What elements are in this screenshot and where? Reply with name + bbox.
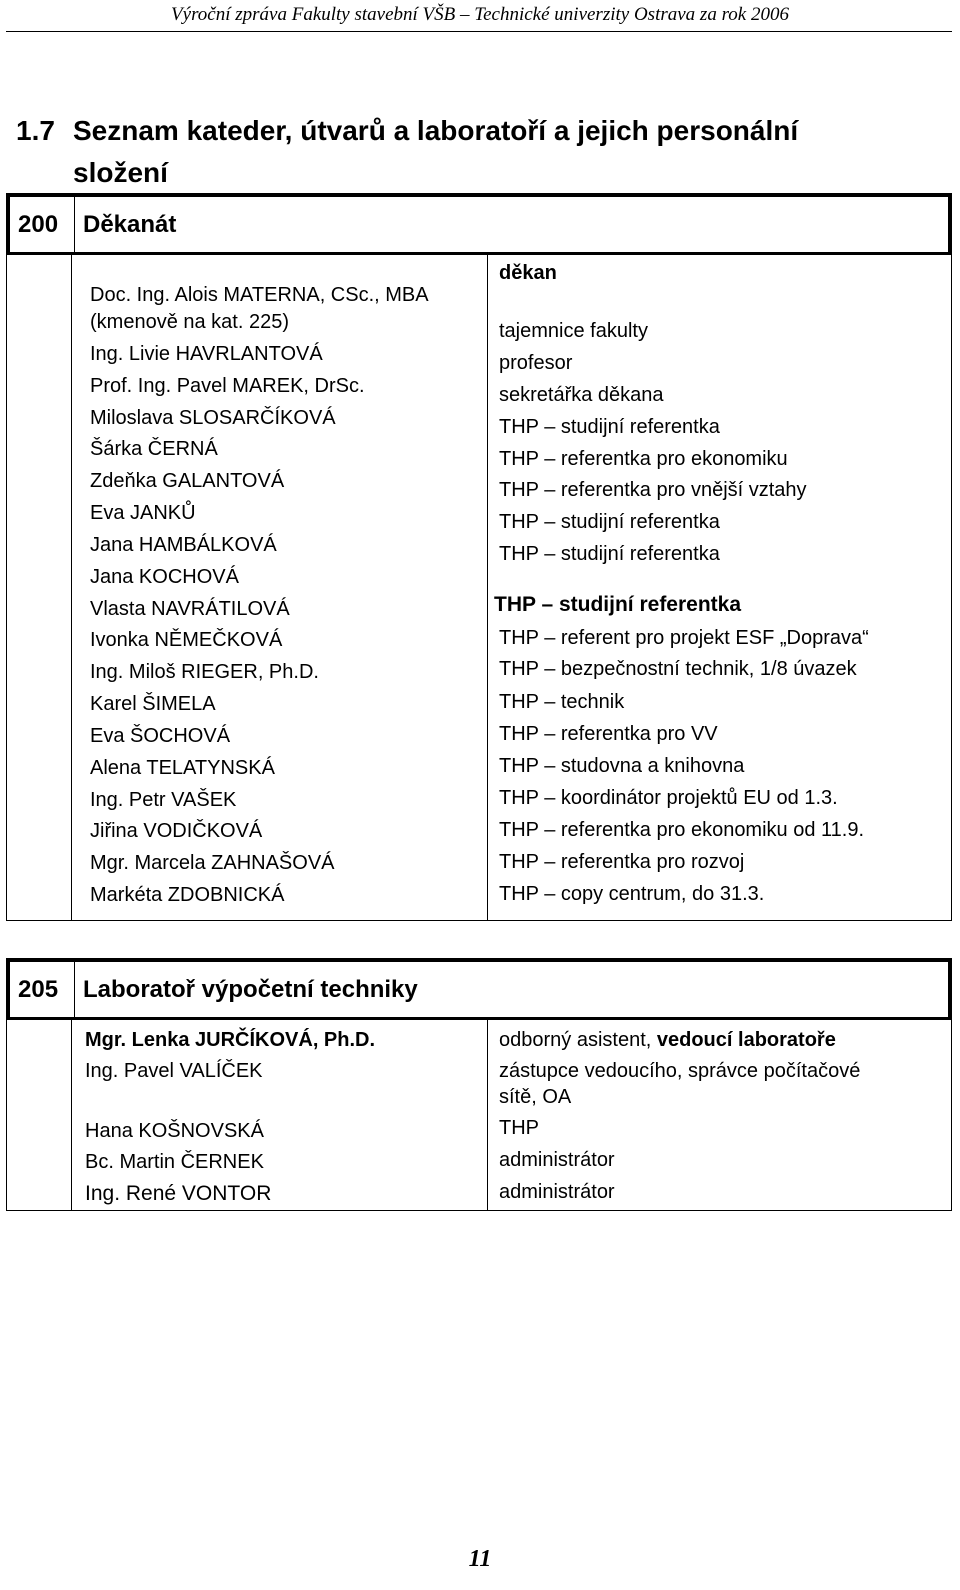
person-name: Bc. Martin ČERNEK [85, 1151, 264, 1173]
person-name: Vlasta NAVRÁTILOVÁ [90, 598, 290, 620]
role: profesor [499, 352, 573, 374]
role [499, 1027, 836, 1053]
role: administrátor [499, 1181, 615, 1203]
role-emphasis: vedoucí laboratoře [656, 1029, 836, 1051]
role: THP – studijní referentka [499, 543, 720, 565]
roles-column [489, 1020, 951, 1210]
person-name: Doc. Ing. Alois MATERNA, CSc., MBA [90, 284, 429, 306]
role: THP – koordinátor projektů EU od 1.3. [499, 787, 838, 809]
role: THP – referentka pro vnější vztahy [499, 479, 807, 501]
role: THP – studijní referentka [494, 593, 742, 616]
role: THP – studijní referentka [499, 416, 720, 438]
names-column [71, 1020, 488, 1210]
person-name: Jiřina VODIČKOVÁ [90, 820, 263, 842]
person-name: Ing. Miloš RIEGER, Ph.D. [90, 661, 319, 683]
person-name: Ing. Livie HAVRLANTOVÁ [90, 343, 323, 365]
person-name: Markéta ZDOBNICKÁ [90, 884, 285, 906]
person-name: Ing. Petr VAŠEK [90, 789, 237, 811]
person-name: Hana KOŠNOVSKÁ [85, 1120, 264, 1142]
person-name: Eva ŠOCHOVÁ [90, 725, 231, 747]
section-code: 200 [18, 210, 59, 238]
person-name: Ing. René VONTOR [85, 1182, 272, 1205]
person-name: (kmenově na kat. 225) [90, 311, 289, 333]
person-name: Jana KOCHOVÁ [90, 566, 239, 588]
person-name: Jana HAMBÁLKOVÁ [90, 534, 277, 556]
chapter-number: 1.7 [16, 115, 55, 146]
role: THP – technik [499, 691, 625, 713]
role: administrátor [499, 1149, 615, 1171]
person-name: Karel ŠIMELA [90, 693, 216, 715]
section-table-205 [6, 1020, 952, 1211]
names-column [71, 255, 488, 920]
person-name: Prof. Ing. Pavel MAREK, DrSc. [90, 375, 365, 397]
page-number: 11 [468, 1546, 492, 1572]
role: THP – referentka pro VV [499, 723, 718, 745]
chapter-title-line2: složení [73, 157, 168, 188]
section-name: Laboratoř výpočetní techniky [74, 962, 418, 1017]
section-header-205 [6, 958, 952, 1020]
role: THP [499, 1117, 539, 1139]
role: sítě, OA [499, 1086, 572, 1108]
role: THP – referentka pro ekonomiku od 11.9. [499, 819, 865, 841]
section-code: 205 [18, 975, 59, 1003]
role: zástupce vedoucího, správce počítačové [499, 1060, 861, 1082]
person-name: Eva JANKŮ [90, 502, 196, 524]
person-name: Ivonka NĚMEČKOVÁ [90, 629, 283, 651]
person-name: Ing. Pavel VALÍČEK [85, 1060, 263, 1082]
person-name: Mgr. Marcela ZAHNAŠOVÁ [90, 852, 335, 874]
role: THP – studijní referentka [499, 511, 720, 533]
person-name: Alena TELATYNSKÁ [90, 757, 275, 779]
header-rule [6, 31, 952, 32]
role: tajemnice fakulty [499, 320, 648, 342]
role: THP – referentka pro rozvoj [499, 851, 745, 873]
person-name: Šárka ČERNÁ [90, 438, 218, 460]
role: THP – studovna a knihovna [499, 755, 745, 777]
section-table-200 [6, 255, 952, 921]
role: THP – referentka pro ekonomiku [499, 448, 788, 470]
role: THP – bezpečnostní technik, 1/8 úvazek [499, 658, 857, 680]
chapter-title-line1: Seznam kateder, útvarů a laboratoří a jejich personální [73, 115, 799, 146]
role: sekretářka děkana [499, 384, 664, 406]
role-text: odborný asistent, [499, 1029, 657, 1051]
person-name: Miloslava SLOSARČÍKOVÁ [90, 407, 336, 429]
role: THP – copy centrum, do 31.3. [499, 883, 765, 905]
person-name: Mgr. Lenka JURČÍKOVÁ, Ph.D. [85, 1029, 376, 1051]
role: děkan [499, 262, 557, 284]
role: THP – referent pro projekt ESF „Doprava“ [499, 627, 869, 649]
person-name: Zdeňka GALANTOVÁ [90, 470, 285, 492]
section-header-200 [6, 193, 952, 255]
roles-column [489, 255, 951, 920]
chapter-title [16, 110, 936, 194]
running-header: Výroční zpráva Fakulty stavební VŠB – Technické univerzity Ostrava za rok 2006 [171, 4, 789, 25]
section-name: Děkanát [74, 197, 176, 252]
